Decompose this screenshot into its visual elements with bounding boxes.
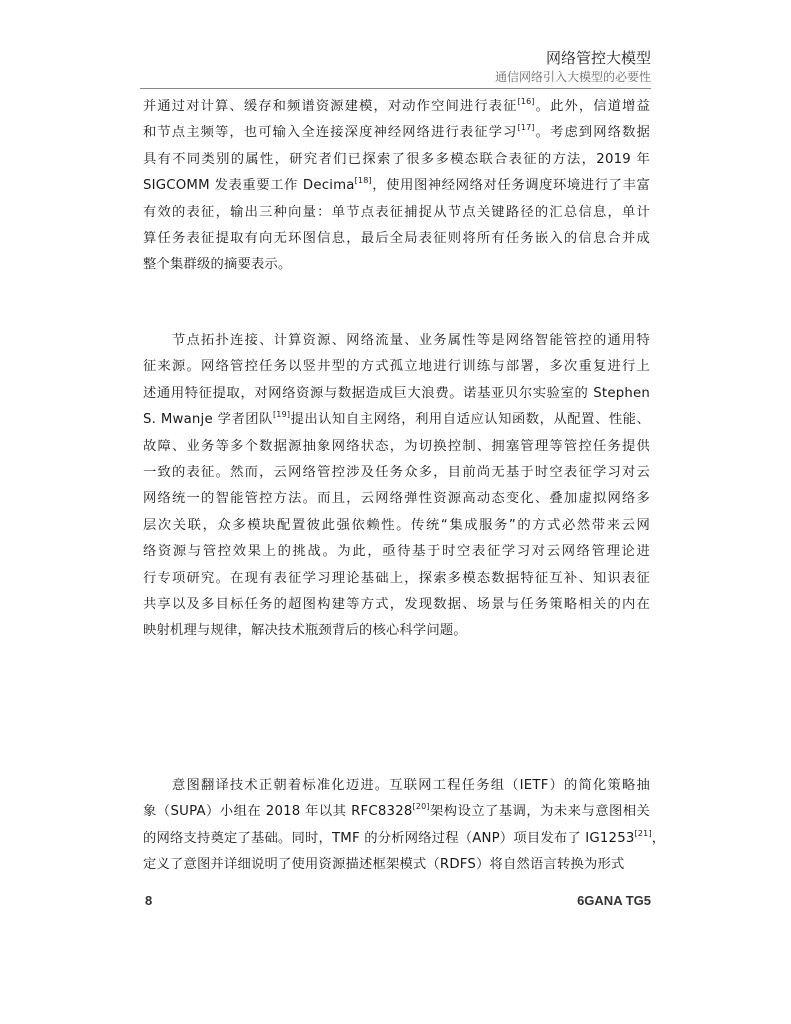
text-run: 。此外，信道增益: [534, 99, 651, 114]
text-line: [143, 539, 650, 565]
text-line: [143, 200, 650, 226]
text-line: [143, 852, 650, 878]
header-title: 网络管控大模型: [545, 49, 651, 67]
text-line: [143, 592, 650, 618]
citation-ref: [18]: [354, 176, 372, 186]
header-subtitle: 通信网络引入大模型的必要性: [494, 70, 651, 84]
text-run: 层次关联，众多模块配置彼此强依赖性。传统“集成服务”的方式必然带来云网: [143, 517, 650, 533]
text-run: 并通过对计算、缓存和频谱资源建模，对动作空间进行表征: [143, 99, 518, 114]
text-run: 有效的表征，输出三种向量：单节点表征捕捉从节点关键路径的汇总信息，单计: [143, 204, 650, 220]
text-run: 架构设立了基调，为未来与意图相关: [429, 804, 650, 820]
footer-org: 6GANA TG5: [577, 893, 651, 908]
text-run: 一致的表征。然而，云网络管控涉及任务众多，目前尚无基于时空表征学习对云: [143, 465, 650, 481]
text-line: [143, 513, 650, 539]
text-line: [143, 566, 650, 592]
text-line: [143, 381, 650, 407]
text-line: [143, 773, 650, 799]
text-run: 。考虑到网络数据: [534, 125, 651, 141]
paragraph-3: [143, 773, 666, 879]
citation-ref: [17]: [517, 123, 535, 133]
text-line: [143, 226, 650, 252]
text-line: [143, 826, 666, 852]
text-run: 共享以及多目标任务的超图构建等方式，发现数据、场景与任务策略相关的内在: [143, 597, 650, 613]
text-line: [143, 147, 650, 173]
text-run: 络资源与管控效果上的挑战。为此，亟待基于时空表征学习对云网络管理论进: [143, 544, 650, 560]
text-run: 行专项研究。在现有表征学习理论基础上，探索多模态数据特征互补、知识表征: [143, 570, 650, 586]
text-run: 述通用特征提取，对网络资源与数据造成巨大浪费。诺基亚贝尔实验室的 Stephen: [143, 385, 650, 401]
text-run: 网络统一的智能管控方法。而且，云网络弹性资源高动态变化、叠加虚拟网络多: [143, 491, 650, 507]
text-run: 映射机理与规律，解决技术瓶颈背后的核心科学问题。: [143, 623, 467, 639]
text-run: 算任务表征提取有向无环图信息，最后全局表征则将所有任务嵌入的信息合并成: [143, 231, 650, 247]
paragraph-1: [143, 94, 650, 279]
text-line: [143, 328, 650, 354]
citation-ref: [19]: [272, 410, 291, 420]
text-line: [143, 120, 650, 146]
text-line: [143, 173, 650, 199]
text-run: 提出认知自主网络，利用自适应认知函数，从配置、性能、: [290, 412, 651, 428]
text-line: [143, 460, 650, 486]
text-run: 象（SUPA）小组在 2018 年以其 RFC8328: [143, 804, 413, 820]
header-divider: [140, 88, 651, 89]
text-run: ，使用图神经网络对任务调度环境进行了丰富: [371, 178, 650, 194]
page-number: 8: [145, 893, 153, 908]
text-run: 意图翻译技术正朝着标准化迈进。互联网工程任务组（IETF）的简化策略抽: [143, 778, 650, 793]
text-line: [143, 354, 650, 380]
citation-ref: [16]: [517, 97, 535, 106]
text-run: S. Mwanje 学者团队: [143, 412, 273, 428]
text-line: [143, 434, 650, 460]
text-run: 定义了意图并详细说明了使用资源描述框架模式（RDFS）将自然语言转换为形式: [143, 857, 625, 873]
text-line: [143, 618, 650, 644]
text-run: 节点拓扑连接、计算资源、网络流量、业务属性等是网络智能管控的通用特: [143, 333, 650, 348]
text-run: ，: [651, 830, 666, 846]
text-run: 和节点主频等，也可输入全连接深度神经网络进行表征学习: [143, 125, 518, 141]
text-run: 具有不同类别的属性，研究者们已探索了很多多模态联合表征的方法，2019 年: [143, 151, 650, 167]
citation-ref: [21]: [634, 828, 652, 838]
text-line: [143, 252, 650, 278]
page-header: [495, 48, 651, 86]
paragraph-2: [143, 328, 650, 645]
text-run: 整个集群级的摘要表示。: [143, 257, 292, 273]
text-run: 的网络支持奠定了基础。同时，TMF 的分析网络过程（ANP）项目发布了 IG1253: [143, 830, 635, 846]
text-line: [143, 407, 650, 433]
citation-ref: [20]: [412, 802, 430, 812]
page-footer: [140, 893, 651, 913]
text-line: [143, 486, 650, 512]
text-line: [143, 94, 650, 120]
text-run: 故障、业务等多个数据源抽象网络状态，为切换控制、拥塞管理等管控任务提供: [143, 438, 650, 454]
text-line: [143, 799, 650, 825]
text-run: 征来源。网络管控任务以竖井型的方式孤立地进行训练与部署，多次重复进行上: [143, 359, 650, 375]
text-run: SIGCOMM 发表重要工作 Decima: [143, 178, 355, 194]
